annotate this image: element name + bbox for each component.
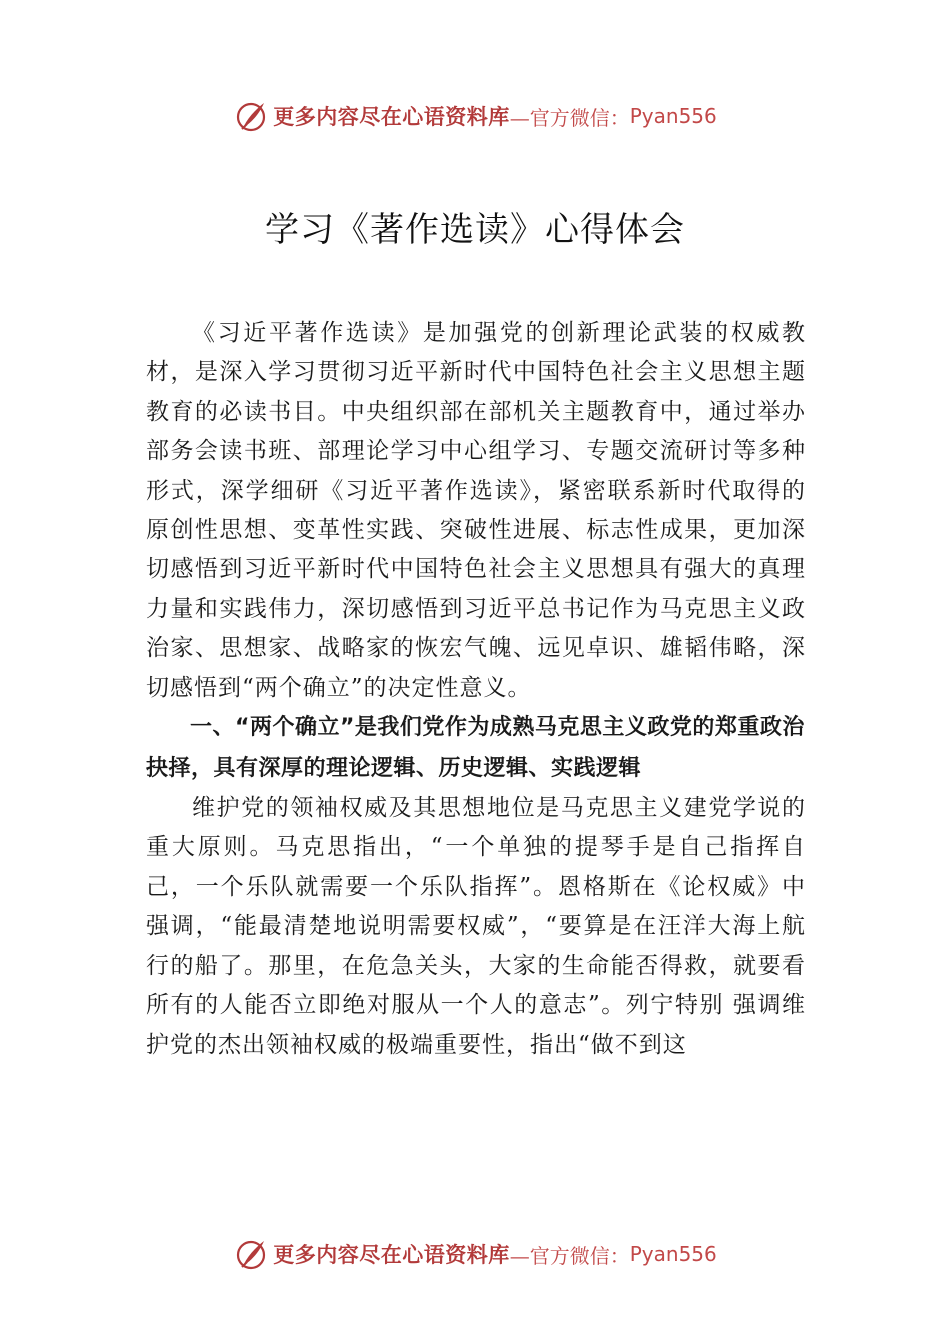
footer-wechat-id: Pyan556 bbox=[629, 1242, 717, 1266]
document-body bbox=[146, 314, 806, 1065]
footer-wechat-label: —官方微信： bbox=[509, 1243, 630, 1268]
quill-pen-logo-icon bbox=[233, 98, 269, 134]
document-title: 学习《著作选读》心得体会 bbox=[265, 210, 685, 250]
footer-banner bbox=[0, 1234, 950, 1274]
header-wechat-label: —官方微信： bbox=[509, 105, 630, 130]
section-heading-1: 一、“两个确立”是我们党作为成熟马克思主义政党的郑重政治抉择，具有深厚的理论逻辑、历史逻辑、实践逻辑 bbox=[146, 715, 805, 781]
header-banner bbox=[0, 96, 950, 136]
paragraph-intro: 《习近平著作选读》是加强党的创新理论武装的权威教材，是深入学习贯彻习近平新时代中国特色社会主义思想主题教育的必读书目。中央组织部在部机关主题教育中，通过举办部务会读书班、部理论学习中心组学习、专题交流研讨等多种形式，深学细研《习近平著作选读》，紧密联系新时代取得的原创性思想、变革性实践、突破性进展、标志性成果，更加深切感悟到习近平新时代中国特色社会主义思想具有强大的真理力量和实践伟力，深切感悟到习近平总书记作为马克思主义政治家、思想家、战略家的恢宏气魄、远见卓识、雄韬伟略，深切感悟到“两个确立”的决定性意义。 bbox=[146, 320, 806, 701]
quill-pen-logo-icon bbox=[233, 1236, 269, 1272]
paragraph-section-1: 维护党的领袖权威及其思想地位是马克思主义建党学说的重大原则。马克思指出，“一个单独的提琴手是自己指挥自己，一个乐队就需要一个乐队指挥”。恩格斯在《论权威》中强调，“能最清楚地说明需要权威”，“要算是在汪洋大海上航行的船了。那里，在危急关头，大家的生命能否得救，就要看所有的人能否立即绝对服从一个人的意志”。列宁特别 强调维护党的杰出领袖权威的极端重要性，指出“做不到这 bbox=[146, 795, 806, 1058]
header-wechat-id: Pyan556 bbox=[629, 104, 717, 128]
header-brand-text: 更多内容尽在心语资料库 bbox=[273, 104, 510, 129]
footer-brand-text: 更多内容尽在心语资料库 bbox=[273, 1242, 510, 1267]
